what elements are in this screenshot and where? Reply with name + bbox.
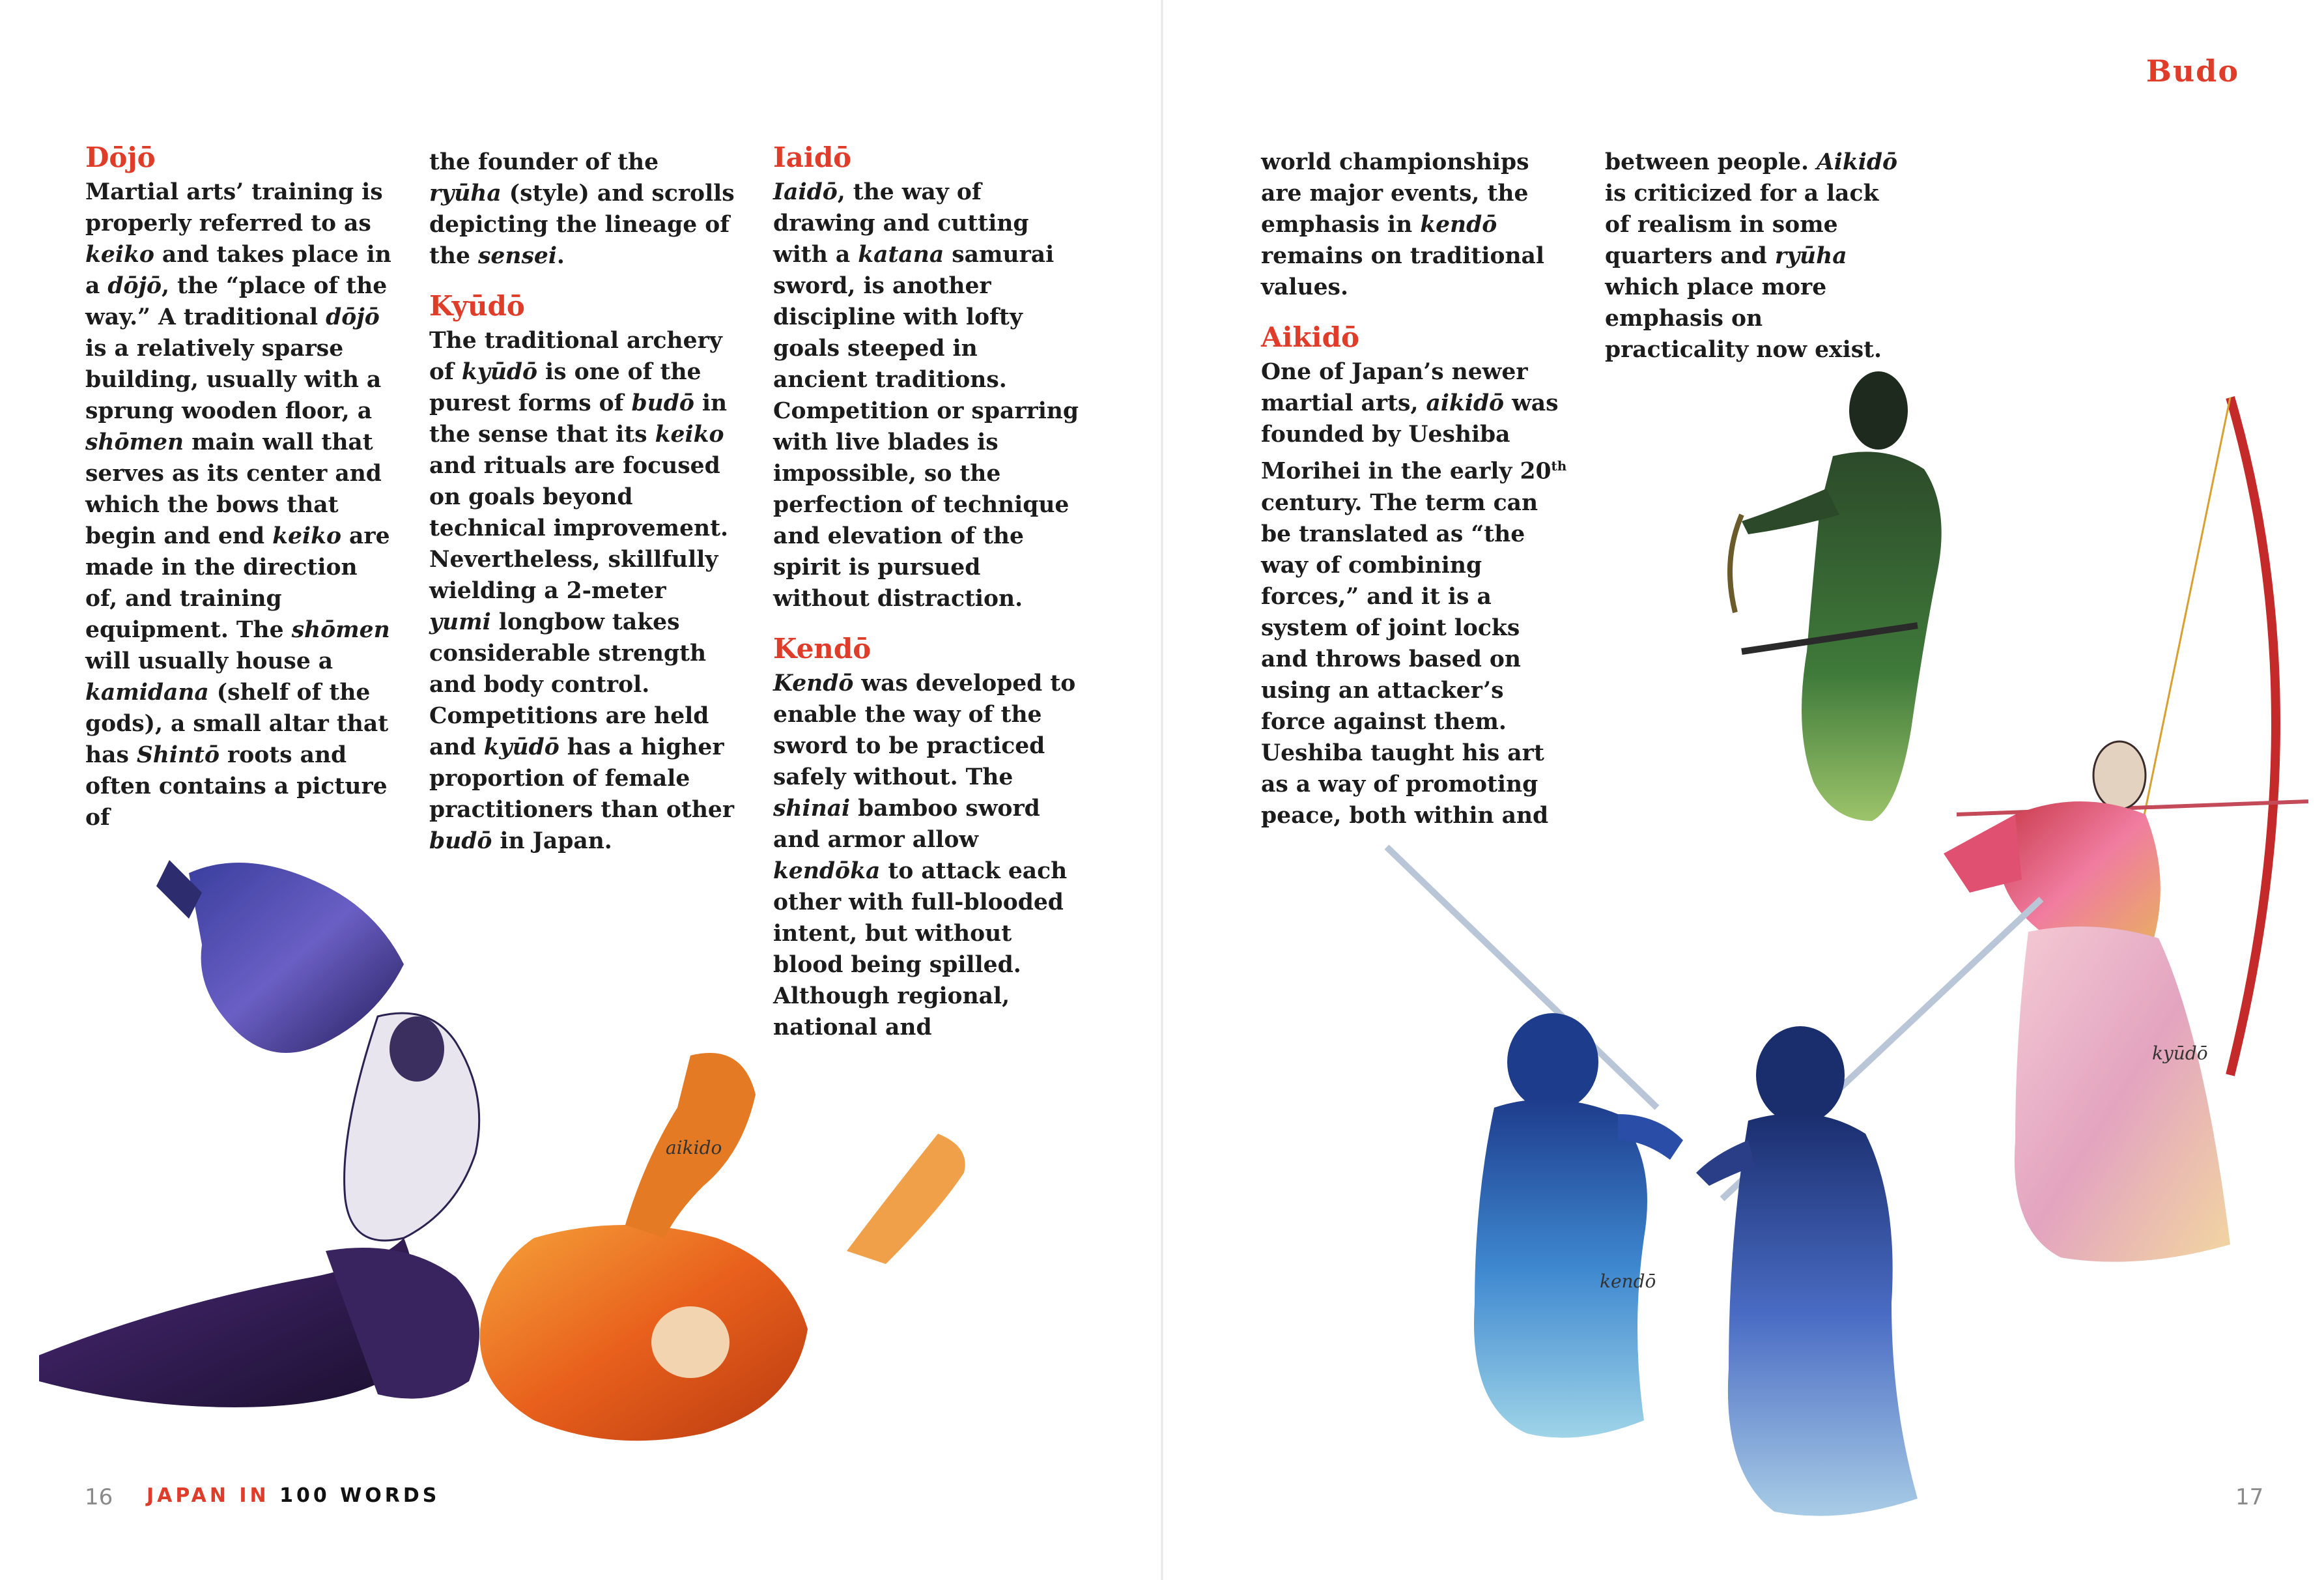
- caption-aikido: aikido: [666, 1137, 722, 1158]
- heading-kendo: Kendō: [773, 633, 872, 665]
- column-dojo: [85, 140, 391, 833]
- right-page: [1162, 0, 2324, 1580]
- heading-dojo: Dōjō: [85, 141, 156, 173]
- book-title-red: JAPAN IN: [147, 1484, 270, 1507]
- right-page-number: 17: [2235, 1484, 2264, 1510]
- running-footer-title: [147, 1484, 440, 1507]
- paragraph-kendo: Kendō was developed to enable the way of the sword to be practiced safely without. The shinai bamboo sword and armor allow kendōka to attack each other with full-blooded intent, but without blood being spilled. Although regional, national and: [773, 670, 1076, 1041]
- aikido-throw-illustration: [39, 847, 1081, 1472]
- left-page-number: 16: [85, 1484, 113, 1510]
- paragraph-aikido: One of Japan’s newer martial arts, aikidō was founded by Ueshiba Morihei in the early 20th century. The term can be translated as “the way of combining forces,” and it is a system of joint locks and throws based on using an attacker’s force against them. Ueshiba taught his art as a way of promoting peace, both within and: [1261, 359, 1567, 829]
- kendo-sparring-illustration: [1383, 834, 2048, 1544]
- heading-kyudo: Kyūdō: [429, 290, 525, 322]
- caption-kyudo: kyūdō: [2152, 1042, 2208, 1064]
- heading-iaido: Iaidō: [773, 141, 852, 173]
- column-kyudo: [429, 147, 735, 857]
- paragraph-dojo-continued: the founder of the ryūha (style) and scrolls depicting the lineage of the sensei.: [429, 149, 735, 269]
- column-aikido-continued: [1605, 147, 1911, 366]
- book-title-black: 100 WORDS: [279, 1484, 440, 1507]
- paragraph-kyudo: The traditional archery of kyūdō is one of the purest forms of budō in the sense that its keiko and rituals are focused on goals beyond technical improvement. Nevertheless, skillfully wielding a 2-meter yumi longbow takes considerable strength and body control. Competitions are held and kyūdō has a higher proportion of female practitioners than other budō in Japan.: [429, 328, 735, 854]
- section-header: Budo: [2146, 53, 2239, 89]
- heading-aikido: Aikidō: [1261, 321, 1359, 353]
- column-aikido: [1261, 147, 1567, 831]
- paragraph-kendo-continued: world championships are major events, the emphasis in kendō remains on traditional values.: [1261, 149, 1545, 300]
- caption-kendo: kendō: [1600, 1271, 1656, 1292]
- paragraph-aikido-continued: between people. Aikidō is criticized for a lack of realism in some quarters and ryūha which place more emphasis on practicality now exist.: [1605, 149, 1898, 363]
- paragraph-iaido: Iaidō, the way of drawing and cutting with a katana samurai sword, is another discipline with lofty goals steeped in ancient traditions. Competition or sparring with live blades is impossible, so the perfection of technique and elevation of the spirit is pursued without distraction.: [773, 179, 1079, 612]
- paragraph-dojo: Martial arts’ training is properly referred to as keiko and takes place in a dōjō, the “place of the way.” A traditional dōjō is a relatively sparse building, usually with a sprung wooden floor, a shōmen main wall that serves as its center and which the bows that begin and end keiko are made in the direction of, and training equipment. The shōmen will usually house a kamidana (shelf of the gods), a small altar that has Shintō roots and often contains a picture of: [85, 179, 391, 831]
